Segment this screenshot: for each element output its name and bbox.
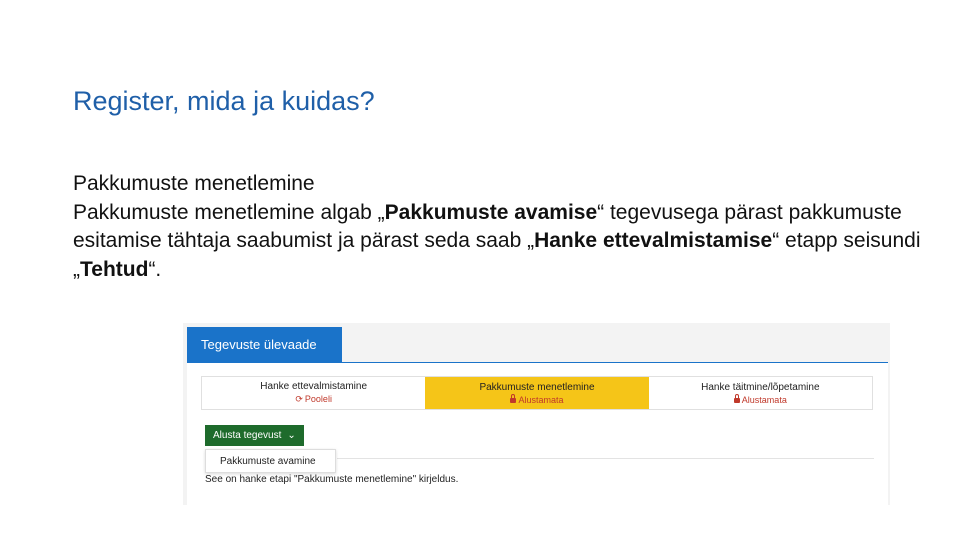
para-text: “ tegevusega pärast pakkumuste esitamise tähtaja saabumist ja pärast seda saab „ <box>73 200 902 252</box>
description-paragraph <box>73 199 933 285</box>
para-bold: Hanke ettevalmistamise <box>534 229 773 252</box>
refresh-icon: ⟳ <box>295 394 303 404</box>
stage-description: See on hanke etapi "Pakkumuste menetlemine" kirjeldus. <box>205 474 459 485</box>
chevron-down-icon: ⌄ <box>287 430 296 441</box>
stage-status <box>734 395 787 405</box>
stage-progress-bar <box>201 376 873 410</box>
stage-hanke-ettevalmistamine[interactable] <box>202 377 425 409</box>
stage-status-text: Pooleli <box>304 394 332 404</box>
stage-status-text: Alustamata <box>518 394 564 405</box>
dropdown-item-pakkumuste-avamine[interactable] <box>205 449 336 473</box>
stage-pakkumuste-menetlemine[interactable] <box>425 377 648 409</box>
stage-name: Hanke täitmine/lõpetamine <box>701 381 820 393</box>
slide-title: Register, mida ja kuidas? <box>73 86 375 116</box>
stage-name: Pakkumuste menetlemine <box>479 381 595 393</box>
dropdown-item-label: Pakkumuste avamine <box>220 455 316 467</box>
button-label: Alusta tegevust <box>213 430 282 441</box>
stage-name: Hanke ettevalmistamine <box>260 381 368 392</box>
activity-panel <box>187 362 888 505</box>
para-text: “. <box>148 257 162 281</box>
para-bold: Pakkumuste avamise <box>384 200 598 224</box>
tab-tegevuste-ulevaade[interactable]: Tegevuste ülevaade <box>187 327 342 362</box>
lock-icon <box>510 398 516 403</box>
stage-status-text: Alustamata <box>741 394 787 405</box>
lock-icon <box>734 398 740 403</box>
stage-status <box>295 394 332 405</box>
start-activity-button[interactable] <box>205 425 304 446</box>
para-text: Pakkumuste menetlemine algab „ <box>73 200 385 224</box>
stage-status <box>510 395 563 405</box>
body-text <box>73 170 933 284</box>
section-heading: Pakkumuste menetlemine <box>73 172 315 195</box>
para-bold: Tehtud <box>80 257 149 281</box>
stage-hanke-taitmine[interactable] <box>649 377 872 409</box>
app-screenshot <box>183 323 890 505</box>
divider <box>337 458 874 459</box>
para-text: “ etapp seisundi „ <box>73 229 921 281</box>
